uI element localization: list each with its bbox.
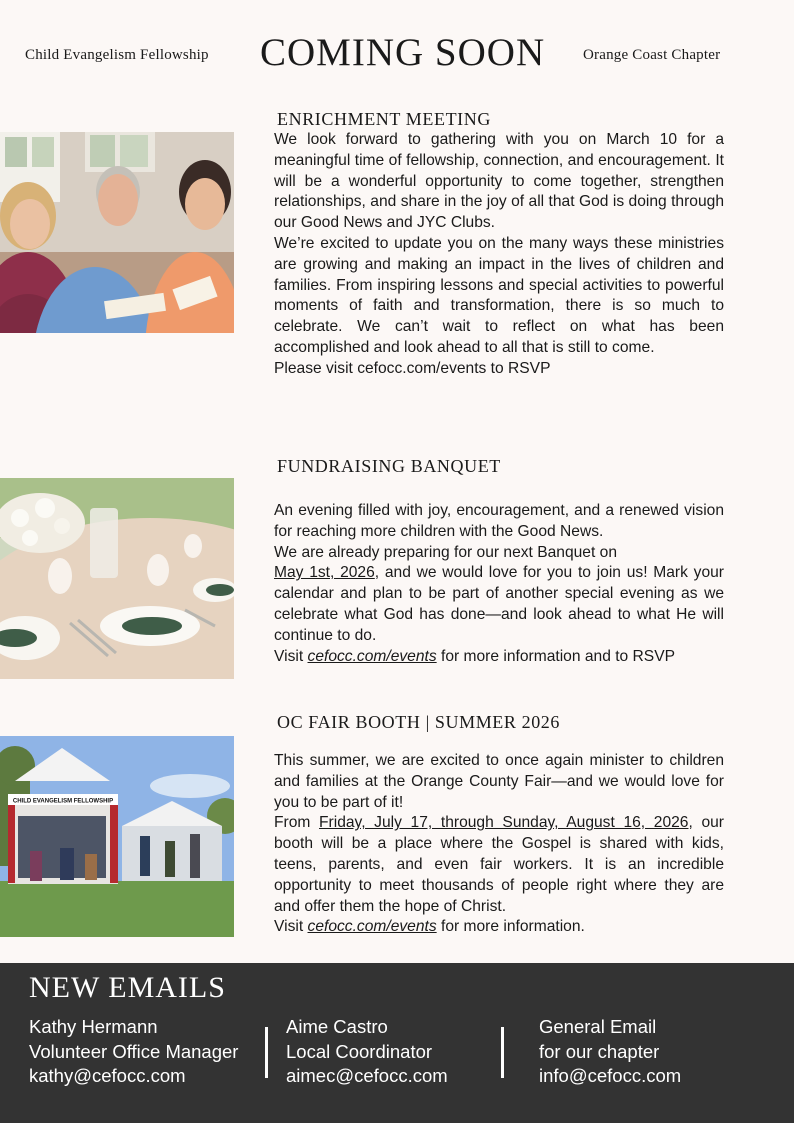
enrichment-photo <box>0 132 234 333</box>
banquet-visit-suffix: for more information and to RSVP <box>436 647 676 665</box>
contact-email[interactable]: kathy@cefocc.com <box>29 1065 186 1086</box>
fair-events-link[interactable]: cefocc.com/events <box>307 918 437 936</box>
contact-name: General Email <box>539 1016 657 1037</box>
fair-paragraph-2: , our booth will be a place where the Gospel is shared with kids, teens, parents, and even fair workers. It is an incredible opportunity to meet thousands of people right where they are and offer them the hope of Christ. <box>274 814 725 915</box>
contact-role: for our chapter <box>539 1040 660 1062</box>
fair-title: OC FAIR BOOTH | SUMMER 2026 <box>277 712 561 732</box>
contact-email[interactable]: aimec@cefocc.com <box>286 1065 448 1086</box>
page-title: COMING SOON <box>260 31 546 74</box>
enrichment-body <box>274 130 724 380</box>
fair-paragraph-1: This summer, we are excited to once again minister to children and families at the Orange County Fair—and we would love for you to be part of it! <box>274 752 724 811</box>
banquet-title: FUNDRAISING BANQUET <box>277 456 501 476</box>
booth-banner-text: CHILD EVANGELISM FELLOWSHIP <box>12 798 114 805</box>
contact-card-1 <box>29 1015 238 1089</box>
contact-card-2 <box>286 1015 448 1089</box>
fair-booth-photo <box>0 736 234 937</box>
footer-title: NEW EMAILS <box>29 971 226 1004</box>
banquet-photo <box>0 478 234 679</box>
divider <box>501 1027 504 1078</box>
banquet-visit-prefix: Visit <box>274 647 308 665</box>
banquet-body <box>274 501 724 667</box>
fair-visit-prefix: Visit <box>274 918 308 936</box>
footer <box>0 963 794 1123</box>
org-name: Child Evangelism Fellowship <box>25 47 209 63</box>
banquet-events-link[interactable]: cefocc.com/events <box>307 647 437 665</box>
fair-visit-suffix: for more information. <box>436 918 585 936</box>
enrichment-paragraph-1: We look forward to gathering with you on March 10 for a meaningful time of fellowship, connection, and encouragement. It will be a wonderful opportunity to come together, strengthen relationships, and share in the joy of all that God is doing through our Good News and JYC Clubs. <box>274 131 724 232</box>
fair-dates: Friday, July 17, through Sunday, August 16, 2026 <box>319 814 689 832</box>
banquet-paragraph-1: An evening filled with joy, encouragement, and a renewed vision for reaching more children with the Good News. <box>274 502 724 540</box>
contact-card-3 <box>539 1015 681 1089</box>
banquet-date: May 1st, 2026 <box>274 564 375 582</box>
enrichment-rsvp: Please visit cefocc.com/events to RSVP <box>274 359 551 377</box>
banquet-paragraph-2: We are already preparing for our next Banquet on <box>274 543 617 561</box>
contact-name: Kathy Hermann <box>29 1016 158 1037</box>
contact-role: Volunteer Office Manager <box>29 1040 239 1062</box>
enrichment-title: ENRICHMENT MEETING <box>277 109 491 129</box>
enrichment-paragraph-2: We’re excited to update you on the many ways these ministries are growing and making an impact in the lives of children and families. From inspiring lessons and special activities to powerful moments of faith and transformation, there is so much to celebrate. We can’t wait to reflect on what has been accomplished and look ahead to all that is still to come. <box>274 234 724 356</box>
divider <box>265 1027 268 1078</box>
contact-name: Aime Castro <box>286 1016 388 1037</box>
chapter-name: Orange Coast Chapter <box>583 47 721 63</box>
contact-email[interactable]: info@cefocc.com <box>539 1065 682 1086</box>
fair-body <box>274 751 724 938</box>
banquet-paragraph-3: , and we would love for you to join us! Mark your calendar and plan to be part of another special evening as we celebrate what God has done—and look ahead to what He will continue to do. <box>274 564 724 644</box>
fair-from-prefix: From <box>274 814 320 832</box>
contact-role: Local Coordinator <box>286 1040 433 1062</box>
